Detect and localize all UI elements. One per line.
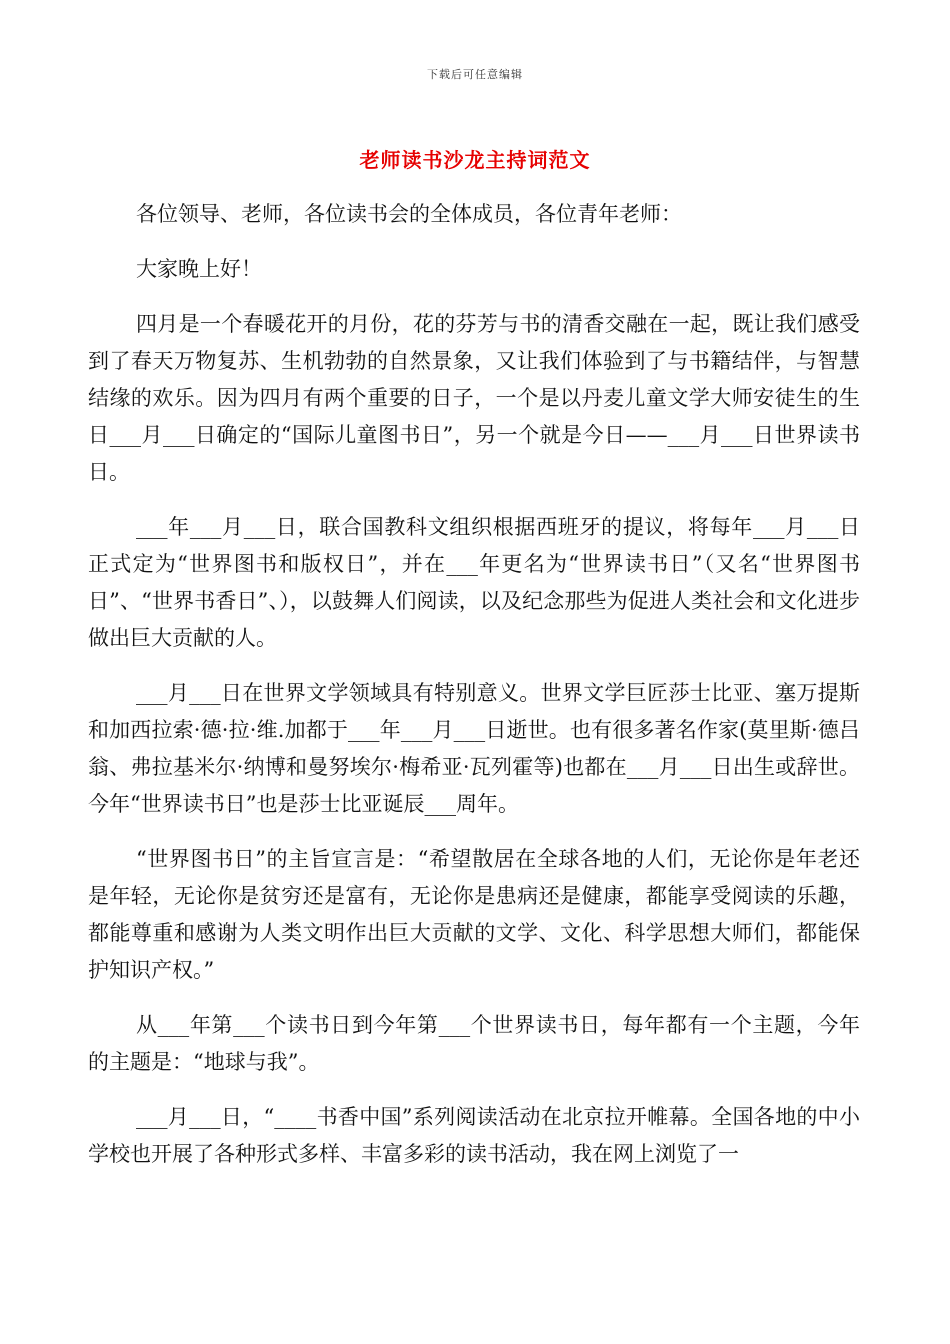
paragraph-greeting-address: 各位领导、老师，各位读书会的全体成员，各位青年老师：	[136, 202, 682, 226]
paragraph-world-book-day-origin: ___年___月___日，联合国教科文组织根据西班牙的提议，将每年___月___日正式定为“世界图书和版权日”，并在___年更名为“世界读书日”（又名“世界图书日”、“世界书香日”、），以鼓舞人们阅读，以及纪念那些为促进人类社会和文化进步做出巨大贡献的人。	[88, 515, 860, 650]
document-title: 老师读书沙龙主持词范文	[359, 148, 591, 172]
paragraph-literary-significance: ___月___日在世界文学领域具有特别意义。世界文学巨匠莎士比亚、塞万提斯和加西拉索·德·拉·维.加都于___年___月___日逝世。也有很多著名作家(莫里斯·德吕翁、弗拉基米尔·纳博和曼努埃尔·梅希亚·瓦列霍等)也都在___月___日出生或辞世。今年“世界读书日”也是莎士比亚诞辰___周年。	[88, 681, 860, 816]
paragraph-theme: 从___年第___个读书日到今年第___个世界读书日，每年都有一个主题，今年的主题是：“地球与我”。	[88, 1013, 860, 1074]
paragraph-greeting: 大家晚上好！	[136, 257, 262, 281]
document-body	[88, 196, 860, 1191]
paragraph-april-intro: 四月是一个春暖花开的月份，花的芬芳与书的清香交融在一起，既让我们感受到了春天万物复苏、生机勃勃的自然景象，又让我们体验到了与书籍结伴，与智慧结缘的欢乐。因为四月有两个重要的日子，一个是以丹麦儿童文学大师安徒生的生日___月___日确定的“国际儿童图书日”，另一个就是今日——___月___日世界读书日。	[88, 312, 860, 484]
header-note: 下载后可任意编辑	[427, 68, 523, 81]
paragraph-activities: ___月___日，“____书香中国”系列阅读活动在北京拉开帷幕。全国各地的中小学校也开展了各种形式多样、丰富多彩的读书活动，我在网上浏览了一	[88, 1105, 860, 1166]
paragraph-declaration: “世界图书日”的主旨宣言是：“希望散居在全球各地的人们，无论你是年老还是年轻，无论你是贫穷还是富有，无论你是患病还是健康，都能享受阅读的乐趣，都能尊重和感谢为人类文明作出巨大贡献的文学、文化、科学思想大师们，都能保护知识产权。”	[88, 847, 860, 982]
